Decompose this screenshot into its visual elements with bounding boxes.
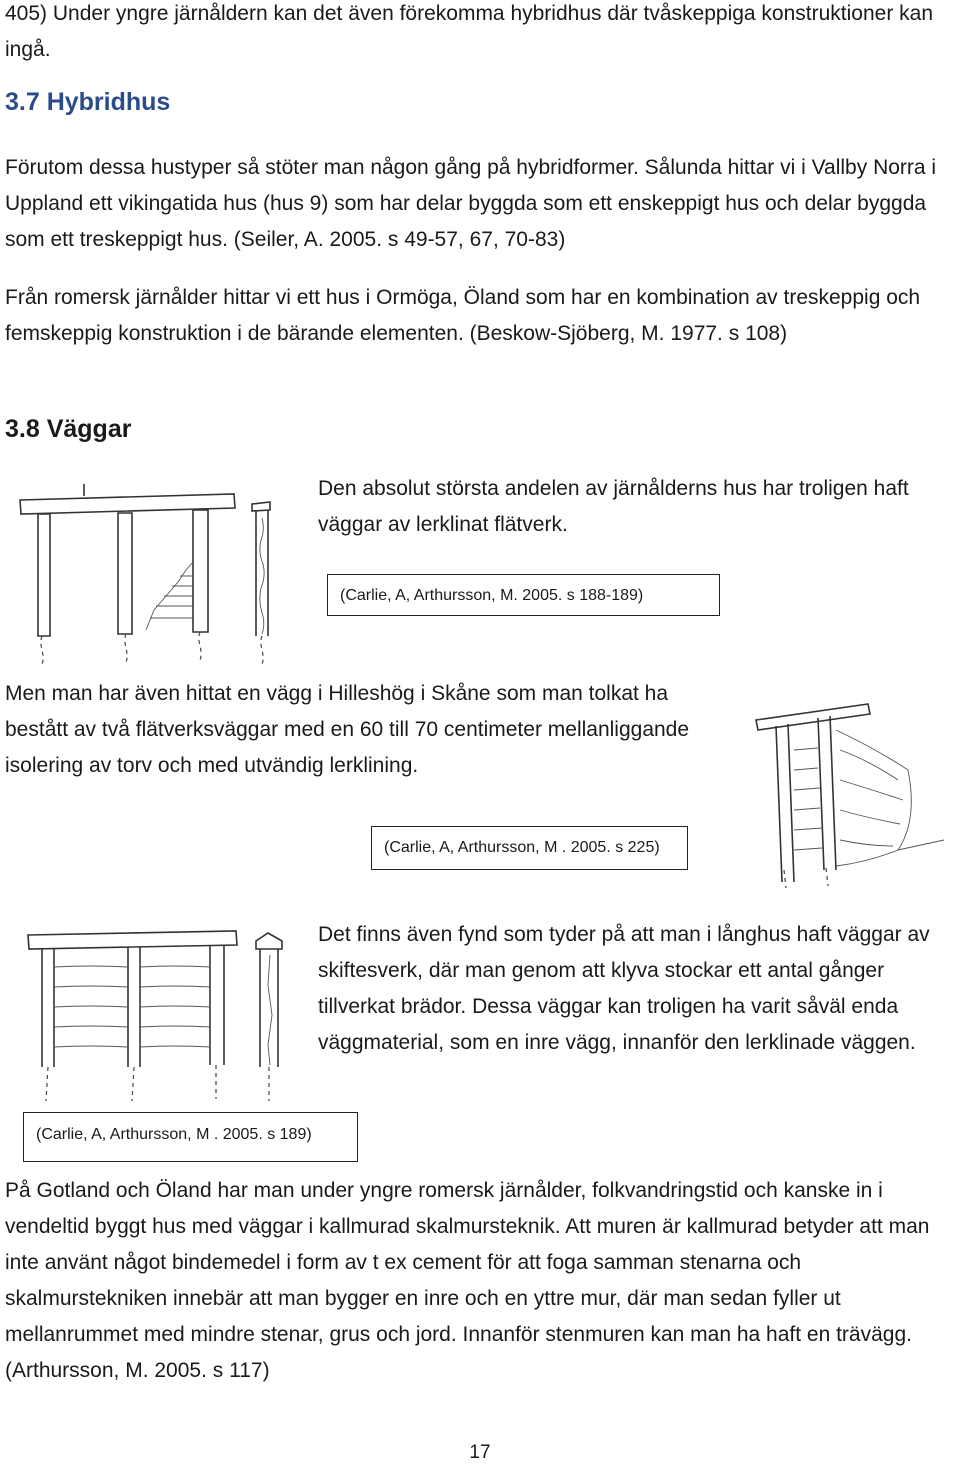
- double-wall-illustration: [748, 690, 948, 890]
- page-number: 17: [469, 1442, 491, 1463]
- paragraph-hilleshog: Men man har även hittat en vägg i Hilleshög i Skåne som man tolkat ha bestått av två flätverksväggar med en 60 till 70 centimeter mellanliggande isolering av torv och med utvändig lerklining.: [5, 682, 690, 777]
- paragraph-vallby: Förutom dessa hustyper så stöter man någon gång på hybridformer. Sålunda hittar vi i Vallby Norra i Uppland ett vikingatida hus (hus 9) som har delar byggda som ett enskeppigt hus och delar byggda som ett treskeppigt hus. (Seiler, A. 2005. s 49-57, 67, 70-83): [5, 156, 937, 251]
- intro-paragraph: 405) Under yngre järnåldern kan det även förekomma hybridhus där tvåskeppiga konstruktioner kan ingå.: [5, 2, 934, 61]
- paragraph-lerklinat: Den absolut största andelen av järnålderns hus har troligen haft väggar av lerklinat flätverk.: [318, 477, 909, 536]
- paragraph-skiftesverk: Det finns även fynd som tyder på att man i långhus haft väggar av skiftesverk, där man genom att klyva stockar ett antal gånger tillverkat brädor. Dessa väggar kan troligen ha varit såväl enda väggmaterial, som en inre vägg, innanför den lerklinade väggen.: [318, 923, 930, 1054]
- section-heading-vaggar: 3.8 Väggar: [5, 415, 132, 443]
- figure-caption-2: (Carlie, A, Arthursson, M . 2005. s 225): [371, 826, 688, 870]
- figure-caption-3: (Carlie, A, Arthursson, M . 2005. s 189): [23, 1112, 358, 1162]
- paragraph-ormoga: Från romersk järnålder hittar vi ett hus i Ormöga, Öland som har en kombination av treskeppig och femskeppig konstruktion i de bärande elementen. (Beskow-Sjöberg, M. 1977. s 108): [5, 286, 921, 345]
- figure-caption-1: (Carlie, A, Arthursson, M. 2005. s 188-189): [327, 574, 720, 616]
- paragraph-gotland: På Gotland och Öland har man under yngre romersk järnålder, folkvandringstid och kanske in i vendeltid byggt hus med väggar i kallmurad skalmursteknik. Att muren är kallmurad betyder att man inte använt något bindemedel i form av t ex cement för att foga samman stenarna och skalmurstekniken innebär att man bygger en inre och en yttre mur, där man sedan fyller ut mellanrummet med mindre stenar, grus och jord. Innanför stenmuren kan man ha haft en trävägg. (Arthursson, M. 2005. s 117): [5, 1179, 930, 1382]
- section-heading-hybridhus: 3.7 Hybridhus: [5, 88, 171, 116]
- wattle-wall-illustration: [18, 478, 313, 668]
- plank-wall-illustration: [20, 925, 315, 1105]
